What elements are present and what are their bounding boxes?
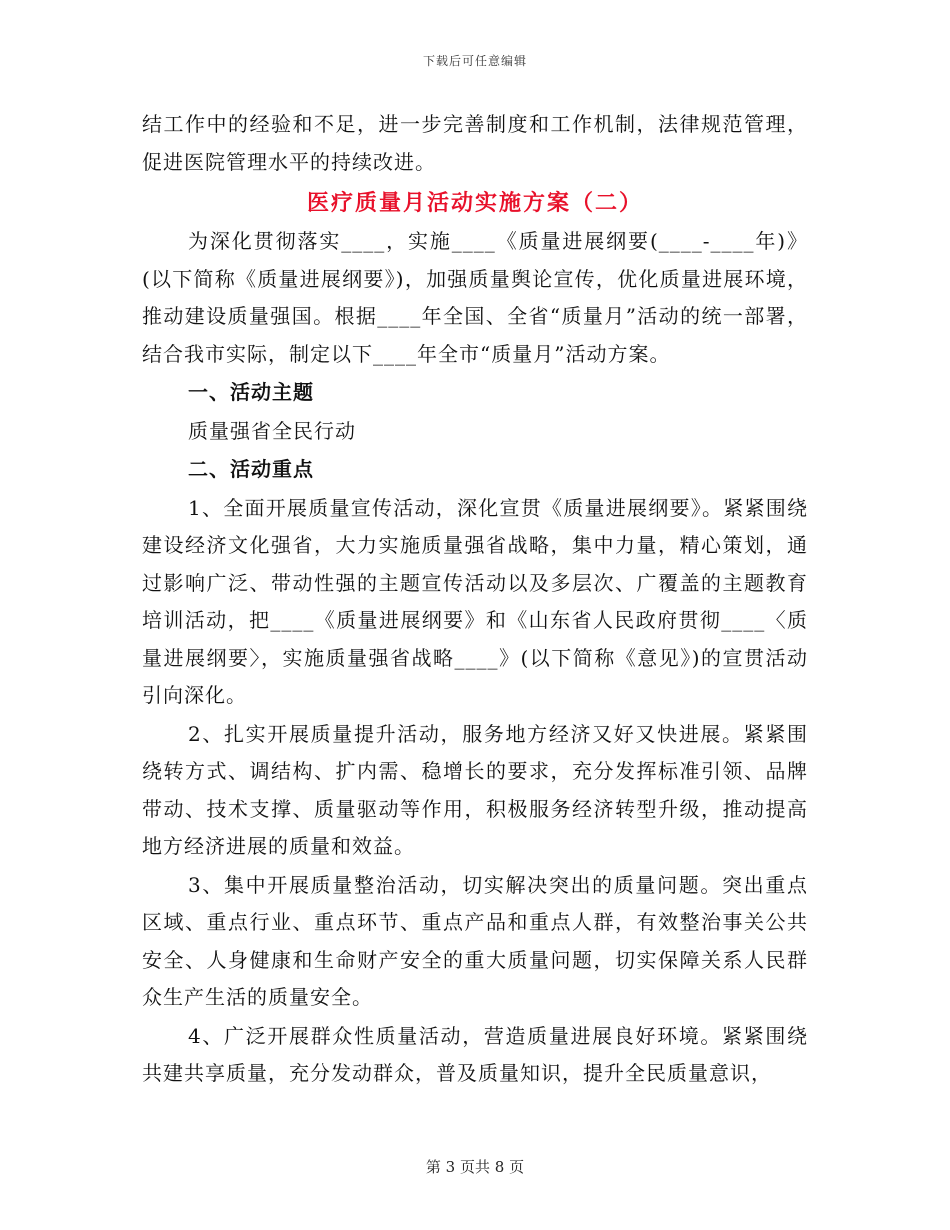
page-header-note: 下载后可任意编辑 — [422, 54, 527, 68]
section-heading-theme: 一、活动主题 — [188, 380, 314, 404]
page-number-footer: 第 3 页共 8 页 — [425, 1158, 525, 1176]
document-title: 医疗质量月活动实施方案（二） — [306, 190, 643, 216]
focus-item-3: 3、集中开展质量整治活动，切实解决突出的质量问题。突出重点区域、重点行业、重点环节、重点产品和重点人群，有效整治事关公共安全、人身健康和生命财产安全的重大质量问题，切实保障关系人民群众生产生活的质量安全。 — [142, 872, 808, 1009]
focus-item-2: 2、扎实开展质量提升活动，服务地方经济又好又快进展。紧紧围绕转方式、调结构、扩内需、稳增长的要求，充分发挥标准引领、品牌带动、技术支撑、质量驱动等作用，积极服务经济转型升级，推动提高地方经济进展的质量和效益。 — [142, 721, 808, 858]
section-theme-text: 质量强省全民行动 — [188, 418, 356, 443]
document-body — [142, 106, 808, 1093]
focus-item-1: 1、全面开展质量宣传活动，深化宣贯《质量进展纲要》。紧紧围绕建设经济文化强省，大力实施质量强省战略，集中力量，精心策划，通过影响广泛、带动性强的主题宣传活动以及多层次、广覆盖的主题教育培训活动，把____《质量进展纲要》和《山东省人民政府贯彻____〈质量进展纲要〉，实施质量强省战略____》(以下简称《意见》)的宣贯活动引向深化。 — [142, 495, 808, 707]
focus-item-4: 4、广泛开展群众性质量活动，营造质量进展良好环境。紧紧围绕共建共享质量，充分发动群众，普及质量知识，提升全民质量意识， — [142, 1023, 808, 1085]
intro-paragraph: 为深化贯彻落实____，实施____《质量进展纲要(____-____年)》(以下简称《质量进展纲要》)，加强质量舆论宣传，优化质量进展环境，推动建设质量强国。根据____年全国、全省“质量月”活动的统一部署，结合我市实际，制定以下____年全市“质量月”活动方案。 — [142, 229, 808, 366]
continuation-paragraph: 结工作中的经验和不足，进一步完善制度和工作机制，法律规范管理，促进医院管理水平的持续改进。 — [142, 112, 808, 174]
section-heading-focus: 二、活动重点 — [188, 457, 314, 481]
